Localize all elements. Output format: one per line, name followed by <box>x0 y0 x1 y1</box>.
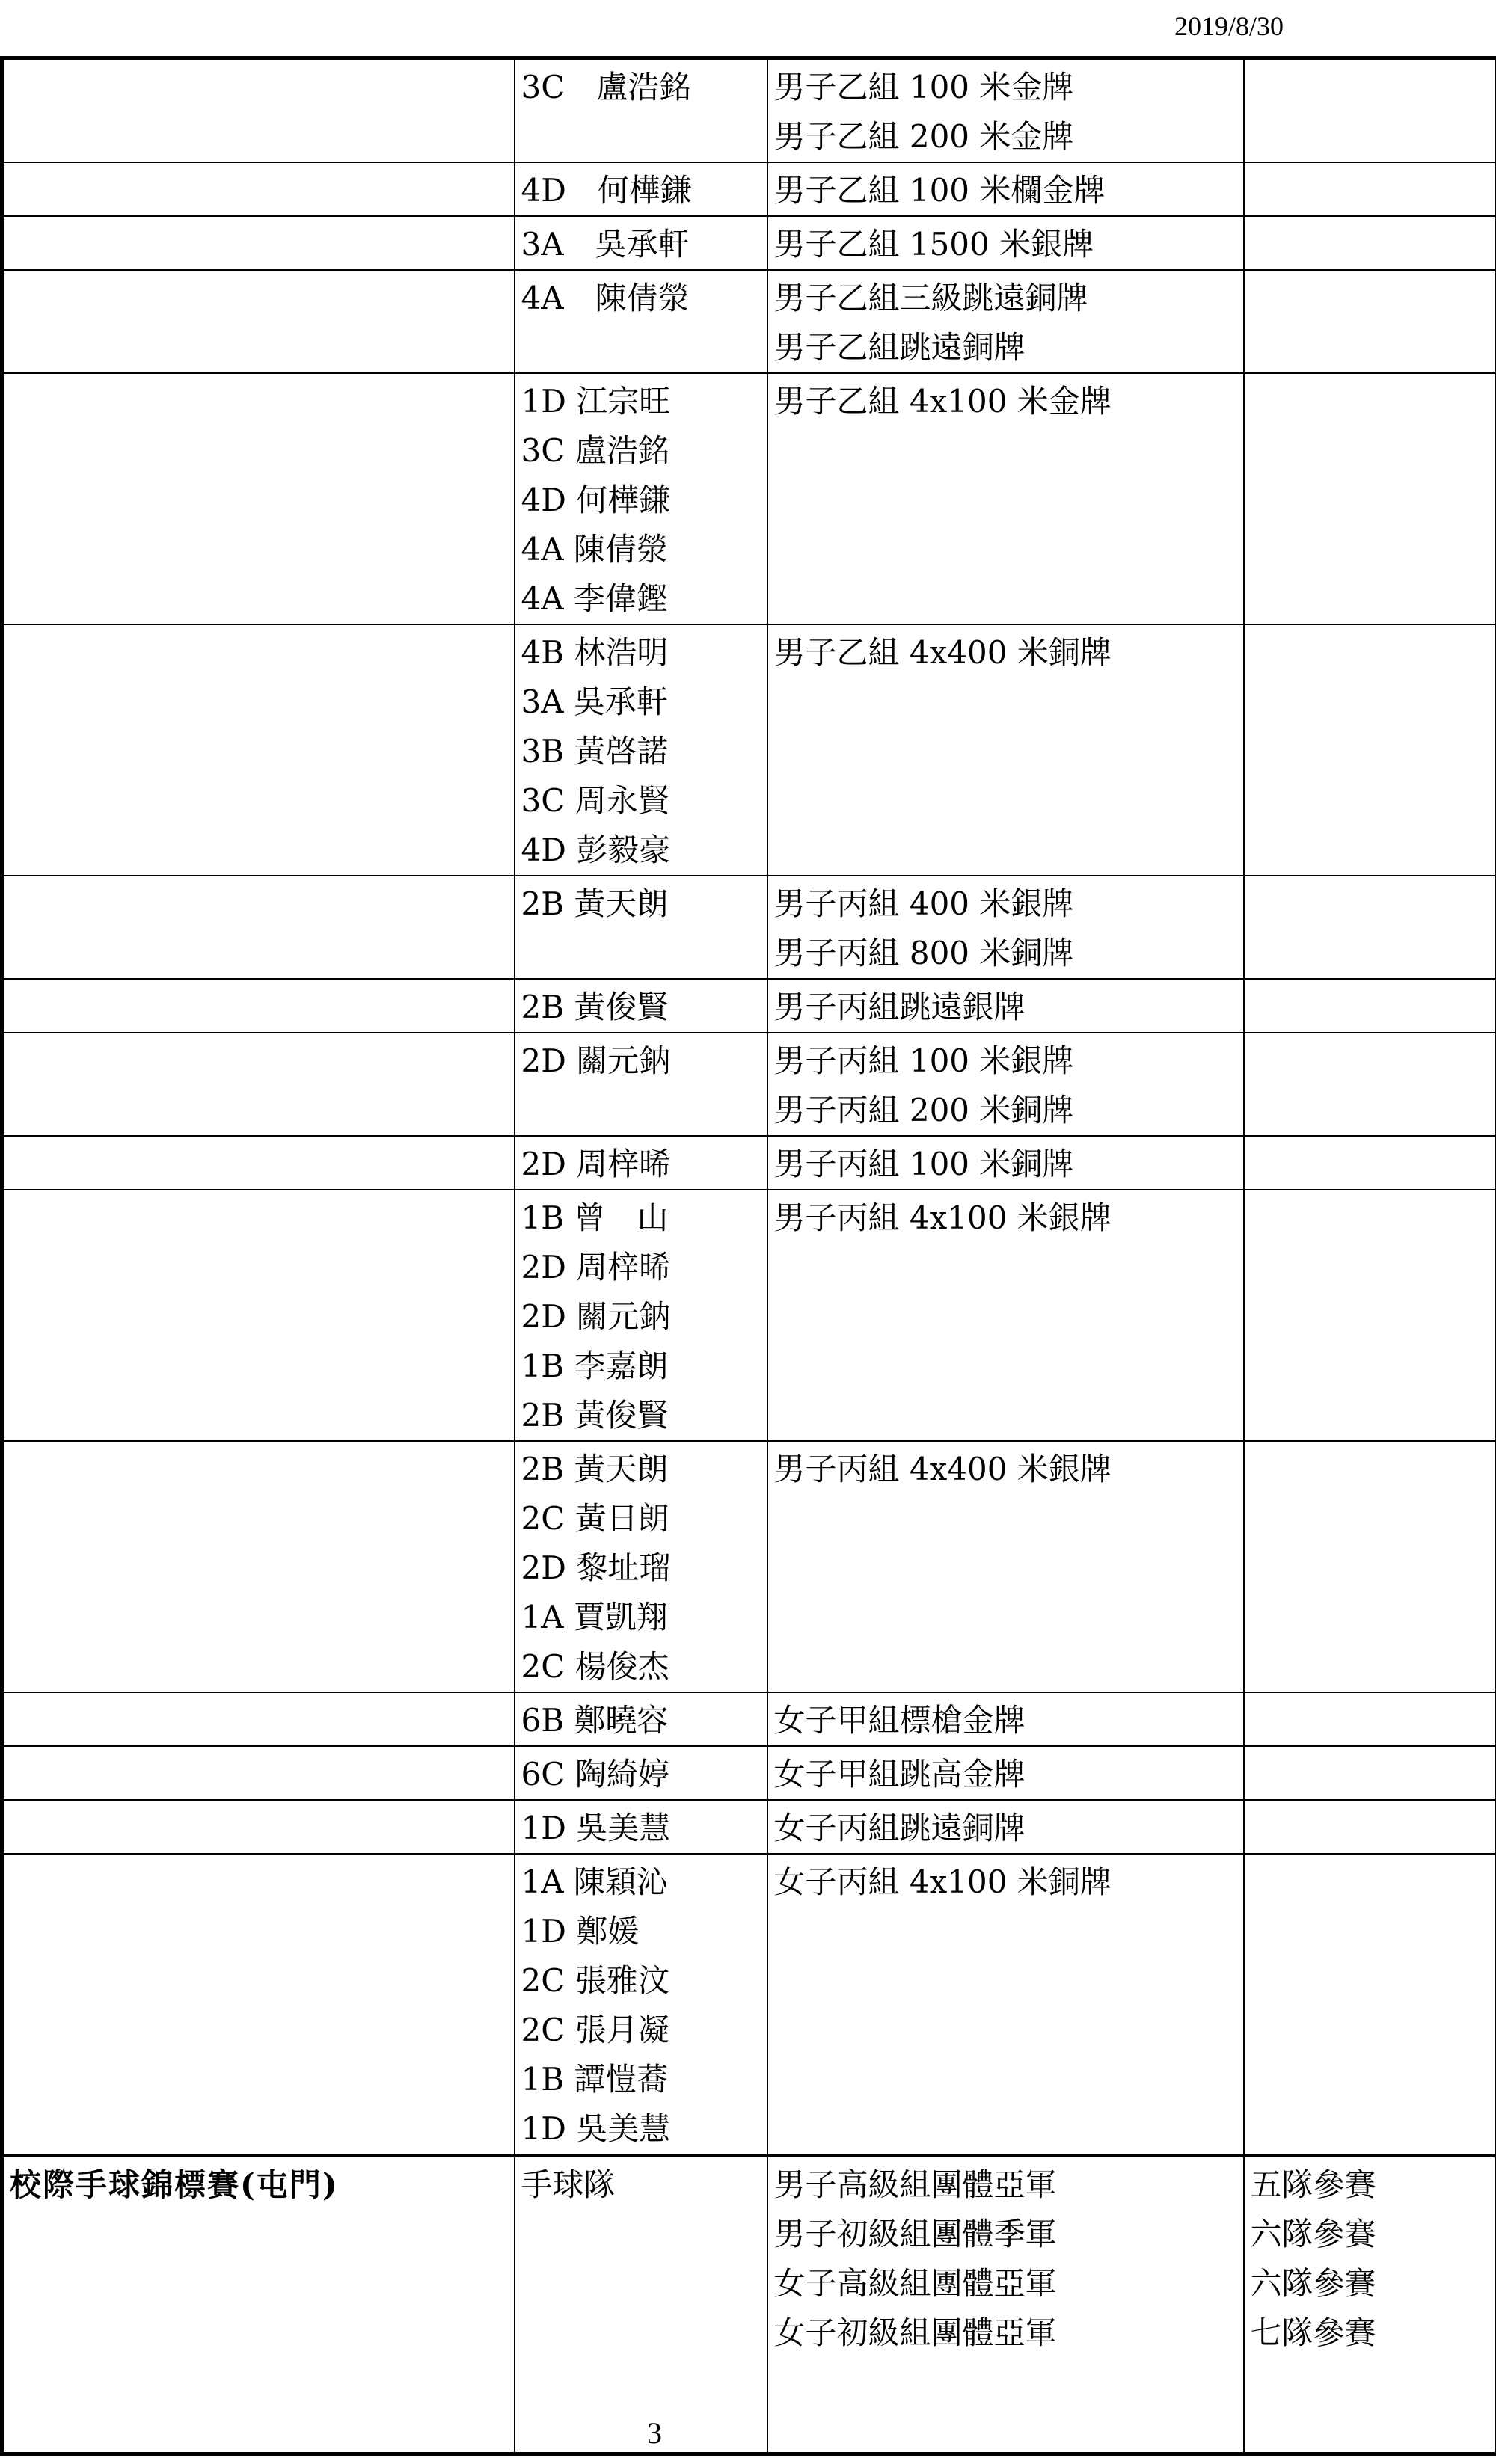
awards-cell <box>767 1033 1244 1136</box>
participants-line: 3A 吳承軒 <box>521 226 690 262</box>
table-row <box>2 270 1496 373</box>
remarks-cell <box>1244 270 1496 373</box>
awards-line: 女子丙組 4x100 米銅牌 <box>773 1864 1112 1900</box>
awards-line: 男子乙組 100 米金牌 <box>773 69 1074 105</box>
event-cell <box>2 1136 515 1190</box>
participants-line: 2D 周梓晞 <box>521 1146 671 1182</box>
participants-cell <box>515 2156 767 2454</box>
awards-line: 男子乙組跳遠銅牌 <box>773 329 1026 366</box>
table-row <box>2 1746 1496 1800</box>
table-row <box>2 1800 1496 1854</box>
remarks-cell <box>1244 1692 1496 1746</box>
remarks-line: 六隊參賽 <box>1250 2265 1376 2302</box>
award-records-table <box>0 56 1496 2456</box>
participants-cell <box>515 1746 767 1800</box>
remarks-cell <box>1244 624 1496 876</box>
table-row <box>2 1136 1496 1190</box>
table-row <box>2 876 1496 979</box>
awards-line: 女子甲組跳高金牌 <box>773 1756 1026 1792</box>
table-row <box>2 1441 1496 1692</box>
participants-cell <box>515 270 767 373</box>
remarks-cell <box>1244 1854 1496 2156</box>
awards-cell <box>767 373 1244 624</box>
participants-cell <box>515 1800 767 1854</box>
award-records-body <box>2 58 1496 2454</box>
participants-cell <box>515 1441 767 1692</box>
event-cell <box>2 373 515 624</box>
participants-cell <box>515 1033 767 1136</box>
event-name: 校際手球錦標賽(屯門) <box>10 2166 339 2203</box>
table-row <box>2 1692 1496 1746</box>
event-cell <box>2 1800 515 1854</box>
participants-line: 1D 鄭媛 <box>521 1913 640 1950</box>
event-cell <box>2 270 515 373</box>
awards-cell <box>767 1190 1244 1441</box>
remarks-cell <box>1244 2156 1496 2454</box>
participants-line: 3C 盧浩銘 <box>521 432 669 469</box>
event-cell <box>2 1746 515 1800</box>
event-cell <box>2 58 515 163</box>
event-cell <box>2 624 515 876</box>
participants-line: 6C 陶綺婷 <box>521 1756 669 1792</box>
participants-line: 1B 譚愷蕎 <box>521 2061 669 2098</box>
awards-cell <box>767 1800 1244 1854</box>
remarks-cell <box>1244 1800 1496 1854</box>
remarks-cell <box>1244 162 1496 216</box>
table-row <box>2 624 1496 876</box>
awards-line: 女子高級組團體亞軍 <box>773 2265 1057 2302</box>
awards-line: 男子乙組 4x100 米金牌 <box>773 383 1112 420</box>
participants-line: 2D 周梓晞 <box>521 1249 671 1285</box>
remarks-cell <box>1244 1190 1496 1441</box>
participants-line: 1D 吳美慧 <box>521 2110 671 2147</box>
awards-cell <box>767 1746 1244 1800</box>
participants-cell <box>515 1692 767 1746</box>
awards-cell <box>767 270 1244 373</box>
participants-cell <box>515 1854 767 2156</box>
remarks-line: 五隊參賽 <box>1250 2166 1376 2203</box>
awards-line: 男子丙組跳遠銀牌 <box>773 989 1026 1025</box>
participants-line: 手球隊 <box>521 2166 616 2203</box>
awards-line: 男子丙組 4x100 米銀牌 <box>773 1199 1112 1236</box>
participants-line: 1D 吳美慧 <box>521 1810 671 1846</box>
event-cell <box>2 1190 515 1441</box>
participants-cell <box>515 624 767 876</box>
awards-cell <box>767 1854 1244 2156</box>
awards-cell <box>767 1692 1244 1746</box>
event-cell <box>2 1441 515 1692</box>
awards-cell <box>767 876 1244 979</box>
remarks-cell <box>1244 1033 1496 1136</box>
participants-line: 2C 張雅汶 <box>521 1962 669 1999</box>
awards-line: 男子丙組 800 米銅牌 <box>773 935 1074 971</box>
participants-line: 2C 張月凝 <box>521 2012 669 2048</box>
awards-line: 女子丙組跳遠銅牌 <box>773 1810 1026 1846</box>
awards-line: 女子初級組團體亞軍 <box>773 2314 1057 2351</box>
event-cell <box>2 979 515 1033</box>
awards-cell <box>767 1441 1244 1692</box>
participants-line: 3B 黃啓諾 <box>521 733 669 769</box>
table-row <box>2 979 1496 1033</box>
table-row <box>2 1190 1496 1441</box>
awards-cell <box>767 216 1244 270</box>
participants-line: 4A 陳倩滎 <box>521 280 690 316</box>
awards-cell <box>767 1136 1244 1190</box>
table-row <box>2 1033 1496 1136</box>
participants-line: 2D 關元鈉 <box>521 1042 671 1079</box>
event-cell <box>2 216 515 270</box>
awards-line: 男子初級組團體季軍 <box>773 2216 1057 2252</box>
participants-line: 1A 陳穎沁 <box>521 1864 668 1900</box>
event-cell <box>2 1033 515 1136</box>
table-row <box>2 1854 1496 2156</box>
event-cell <box>2 876 515 979</box>
participants-line: 2D 黎址瑠 <box>521 1549 671 1586</box>
awards-line: 男子乙組 4x400 米銅牌 <box>773 634 1112 671</box>
participants-line: 2C 黃日朗 <box>521 1500 669 1537</box>
remarks-cell <box>1244 876 1496 979</box>
participants-line: 6B 鄭曉容 <box>521 1702 669 1739</box>
participants-line: 4D 彭毅豪 <box>521 832 671 868</box>
participants-line: 2C 楊俊杰 <box>521 1648 669 1685</box>
table-row <box>2 162 1496 216</box>
participants-line: 1D 江宗旺 <box>521 383 671 420</box>
participants-line: 3C 盧浩銘 <box>521 69 691 105</box>
participants-line: 2B 黃天朗 <box>521 885 669 922</box>
participants-line: 2B 黃俊賢 <box>521 989 669 1025</box>
participants-line: 4A 李偉鏗 <box>521 580 668 617</box>
awards-line: 男子丙組 100 米銅牌 <box>773 1146 1074 1182</box>
participants-cell <box>515 373 767 624</box>
awards-line: 男子丙組 400 米銀牌 <box>773 885 1074 922</box>
event-cell <box>2 1854 515 2156</box>
remarks-cell <box>1244 1746 1496 1800</box>
remarks-cell <box>1244 1441 1496 1692</box>
remarks-cell <box>1244 216 1496 270</box>
participants-cell <box>515 876 767 979</box>
awards-line: 男子乙組 1500 米銀牌 <box>773 226 1094 262</box>
table-row <box>2 58 1496 163</box>
participants-line: 4B 林浩明 <box>521 634 669 671</box>
event-cell <box>2 162 515 216</box>
awards-line: 男子丙組 200 米銅牌 <box>773 1092 1074 1128</box>
participants-line: 3C 周永賢 <box>521 782 669 819</box>
document-date: 2019/8/30 <box>1174 11 1284 41</box>
participants-line: 1B 李嘉朗 <box>521 1348 669 1384</box>
participants-line: 2B 黃天朗 <box>521 1451 669 1487</box>
participants-line: 1B 曾 山 <box>521 1199 669 1236</box>
remarks-line: 七隊參賽 <box>1250 2314 1376 2351</box>
table-row <box>2 373 1496 624</box>
participants-line: 4D 何樺鎌 <box>521 172 692 209</box>
participants-line: 2D 關元鈉 <box>521 1298 671 1335</box>
awards-line: 男子丙組 100 米銀牌 <box>773 1042 1074 1079</box>
participants-cell <box>515 1136 767 1190</box>
participants-line: 1A 賈凱翔 <box>521 1599 668 1635</box>
participants-line: 2B 黃俊賢 <box>521 1397 669 1434</box>
remarks-line: 六隊參賽 <box>1250 2216 1376 2252</box>
participants-cell <box>515 216 767 270</box>
event-cell <box>2 2156 515 2454</box>
remarks-cell <box>1244 373 1496 624</box>
awards-line: 男子乙組 100 米欄金牌 <box>773 172 1106 209</box>
awards-line: 女子甲組標槍金牌 <box>773 1702 1026 1739</box>
awards-cell <box>767 2156 1244 2454</box>
awards-line: 男子乙組 200 米金牌 <box>773 118 1074 155</box>
participants-cell <box>515 58 767 163</box>
remarks-cell <box>1244 1136 1496 1190</box>
awards-cell <box>767 58 1244 163</box>
awards-cell <box>767 624 1244 876</box>
event-cell <box>2 1692 515 1746</box>
page-number: 3 <box>647 2416 662 2450</box>
awards-cell <box>767 979 1244 1033</box>
awards-line: 男子丙組 4x400 米銀牌 <box>773 1451 1112 1487</box>
remarks-cell <box>1244 58 1496 163</box>
table-row <box>2 2156 1496 2454</box>
remarks-cell <box>1244 979 1496 1033</box>
table-row <box>2 216 1496 270</box>
participants-line: 4A 陳倩滎 <box>521 531 668 568</box>
participants-cell <box>515 979 767 1033</box>
participants-line: 3A 吳承軒 <box>521 683 668 720</box>
participants-cell <box>515 162 767 216</box>
awards-line: 男子高級組團體亞軍 <box>773 2166 1057 2203</box>
participants-line: 4D 何樺鎌 <box>521 482 671 518</box>
awards-line: 男子乙組三級跳遠銅牌 <box>773 280 1088 316</box>
awards-cell <box>767 162 1244 216</box>
participants-cell <box>515 1190 767 1441</box>
